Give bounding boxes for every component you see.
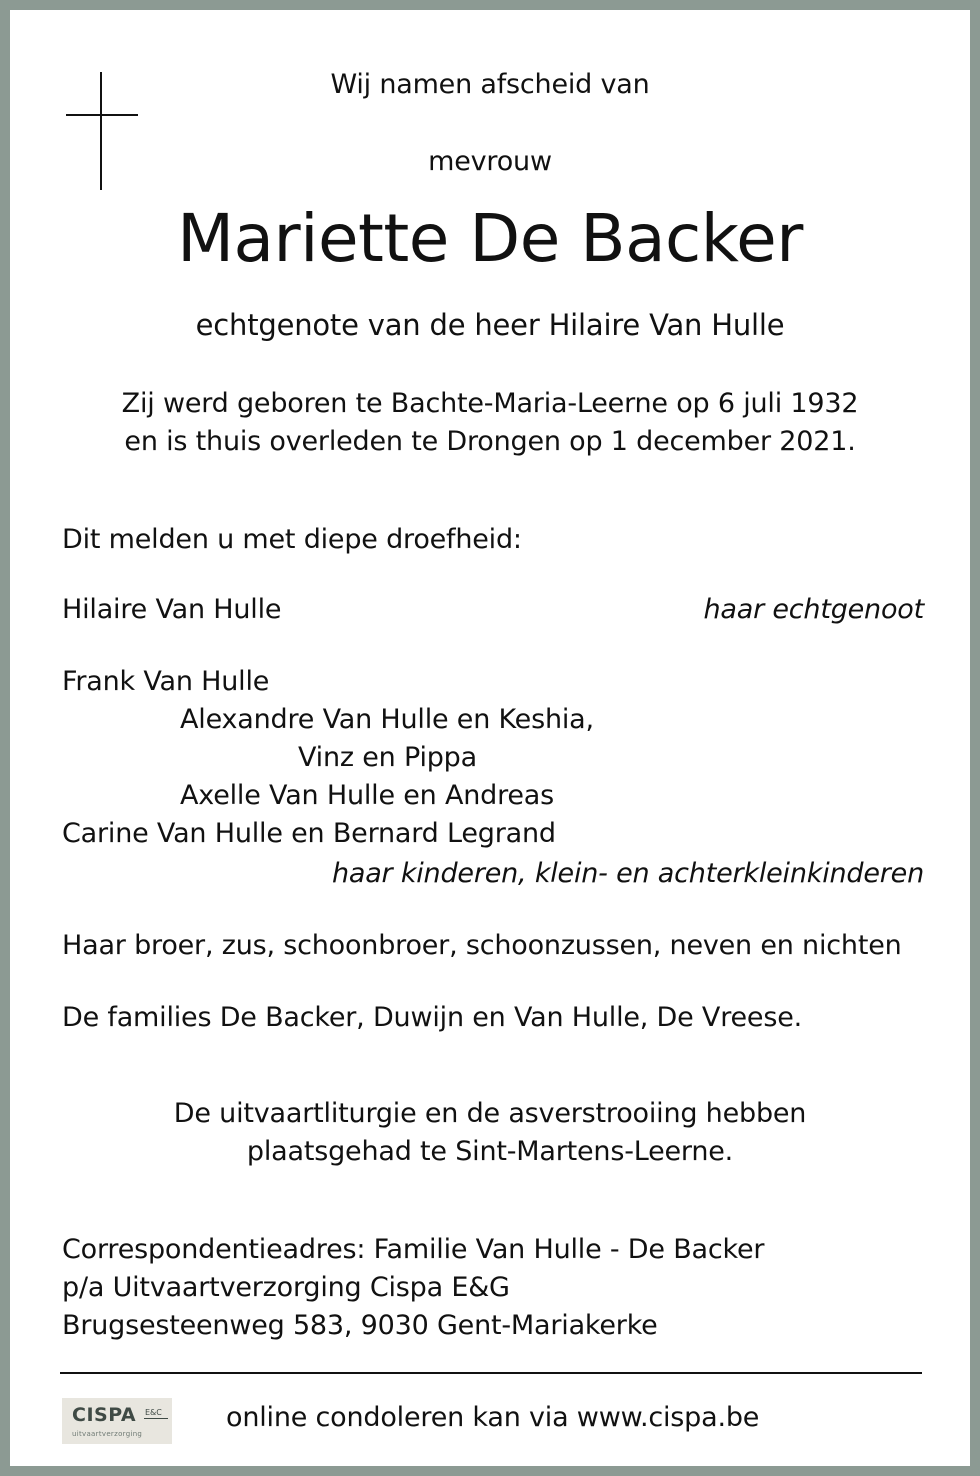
child-name: Carine Van Hulle en Bernard Legrand bbox=[62, 818, 556, 849]
spouse-name: Hilaire Van Hulle bbox=[62, 594, 282, 625]
families-line: De families De Backer, Duwijn en Van Hulle, De Vreese. bbox=[62, 1002, 802, 1033]
children-relation: haar kinderen, klein- en achterkleinkinderen bbox=[331, 858, 924, 889]
honorific-text: mevrouw bbox=[428, 146, 552, 177]
spouse-line: echtgenote van de heer Hilaire Van Hulle bbox=[195, 308, 785, 342]
correspondence-line-1: Correspondentieadres: Familie Van Hulle - De Backer bbox=[62, 1234, 765, 1265]
correspondence-line-3: Brugsesteenweg 583, 9030 Gent-Mariakerke bbox=[62, 1310, 658, 1341]
deceased-name: Mariette De Backer bbox=[177, 200, 803, 277]
spouse-relation: haar echtgenoot bbox=[703, 594, 924, 625]
birth-line: Zij werd geboren te Bachte-Maria-Leerne op 6 juli 1932 bbox=[121, 388, 859, 419]
logo-subtitle: uitvaartverzorging bbox=[72, 1430, 143, 1438]
intro-text: Wij namen afscheid van bbox=[330, 69, 650, 100]
child-name: Frank Van Hulle bbox=[62, 666, 270, 697]
death-line: en is thuis overleden te Drongen op 1 december 2021. bbox=[124, 426, 856, 457]
logo-underline bbox=[144, 1418, 168, 1419]
mourners-intro: Dit melden u met diepe droefheid: bbox=[62, 524, 522, 555]
logo-text: CISPA bbox=[72, 1404, 137, 1426]
grandchild-name: Alexandre Van Hulle en Keshia, bbox=[180, 704, 594, 735]
cispa-logo bbox=[62, 1398, 172, 1444]
great-grandchild-names: Vinz en Pippa bbox=[298, 742, 477, 773]
logo-suffix: E&C bbox=[145, 1408, 162, 1417]
funeral-line-2: plaatsgehad te Sint-Martens-Leerne. bbox=[246, 1136, 734, 1167]
siblings-line: Haar broer, zus, schoonbroer, schoonzussen, neven en nichten bbox=[62, 930, 902, 961]
funeral-line-1: De uitvaartliturgie en de asverstrooiing hebben bbox=[173, 1098, 807, 1129]
condolence-link[interactable]: online condoleren kan via www.cispa.be bbox=[226, 1402, 760, 1433]
grandchild-name: Axelle Van Hulle en Andreas bbox=[180, 780, 555, 811]
obituary-card bbox=[10, 10, 970, 1466]
footer-divider bbox=[60, 1372, 922, 1374]
cross-icon-bar bbox=[66, 114, 138, 116]
correspondence-line-2: p/a Uitvaartverzorging Cispa E&G bbox=[62, 1272, 510, 1303]
